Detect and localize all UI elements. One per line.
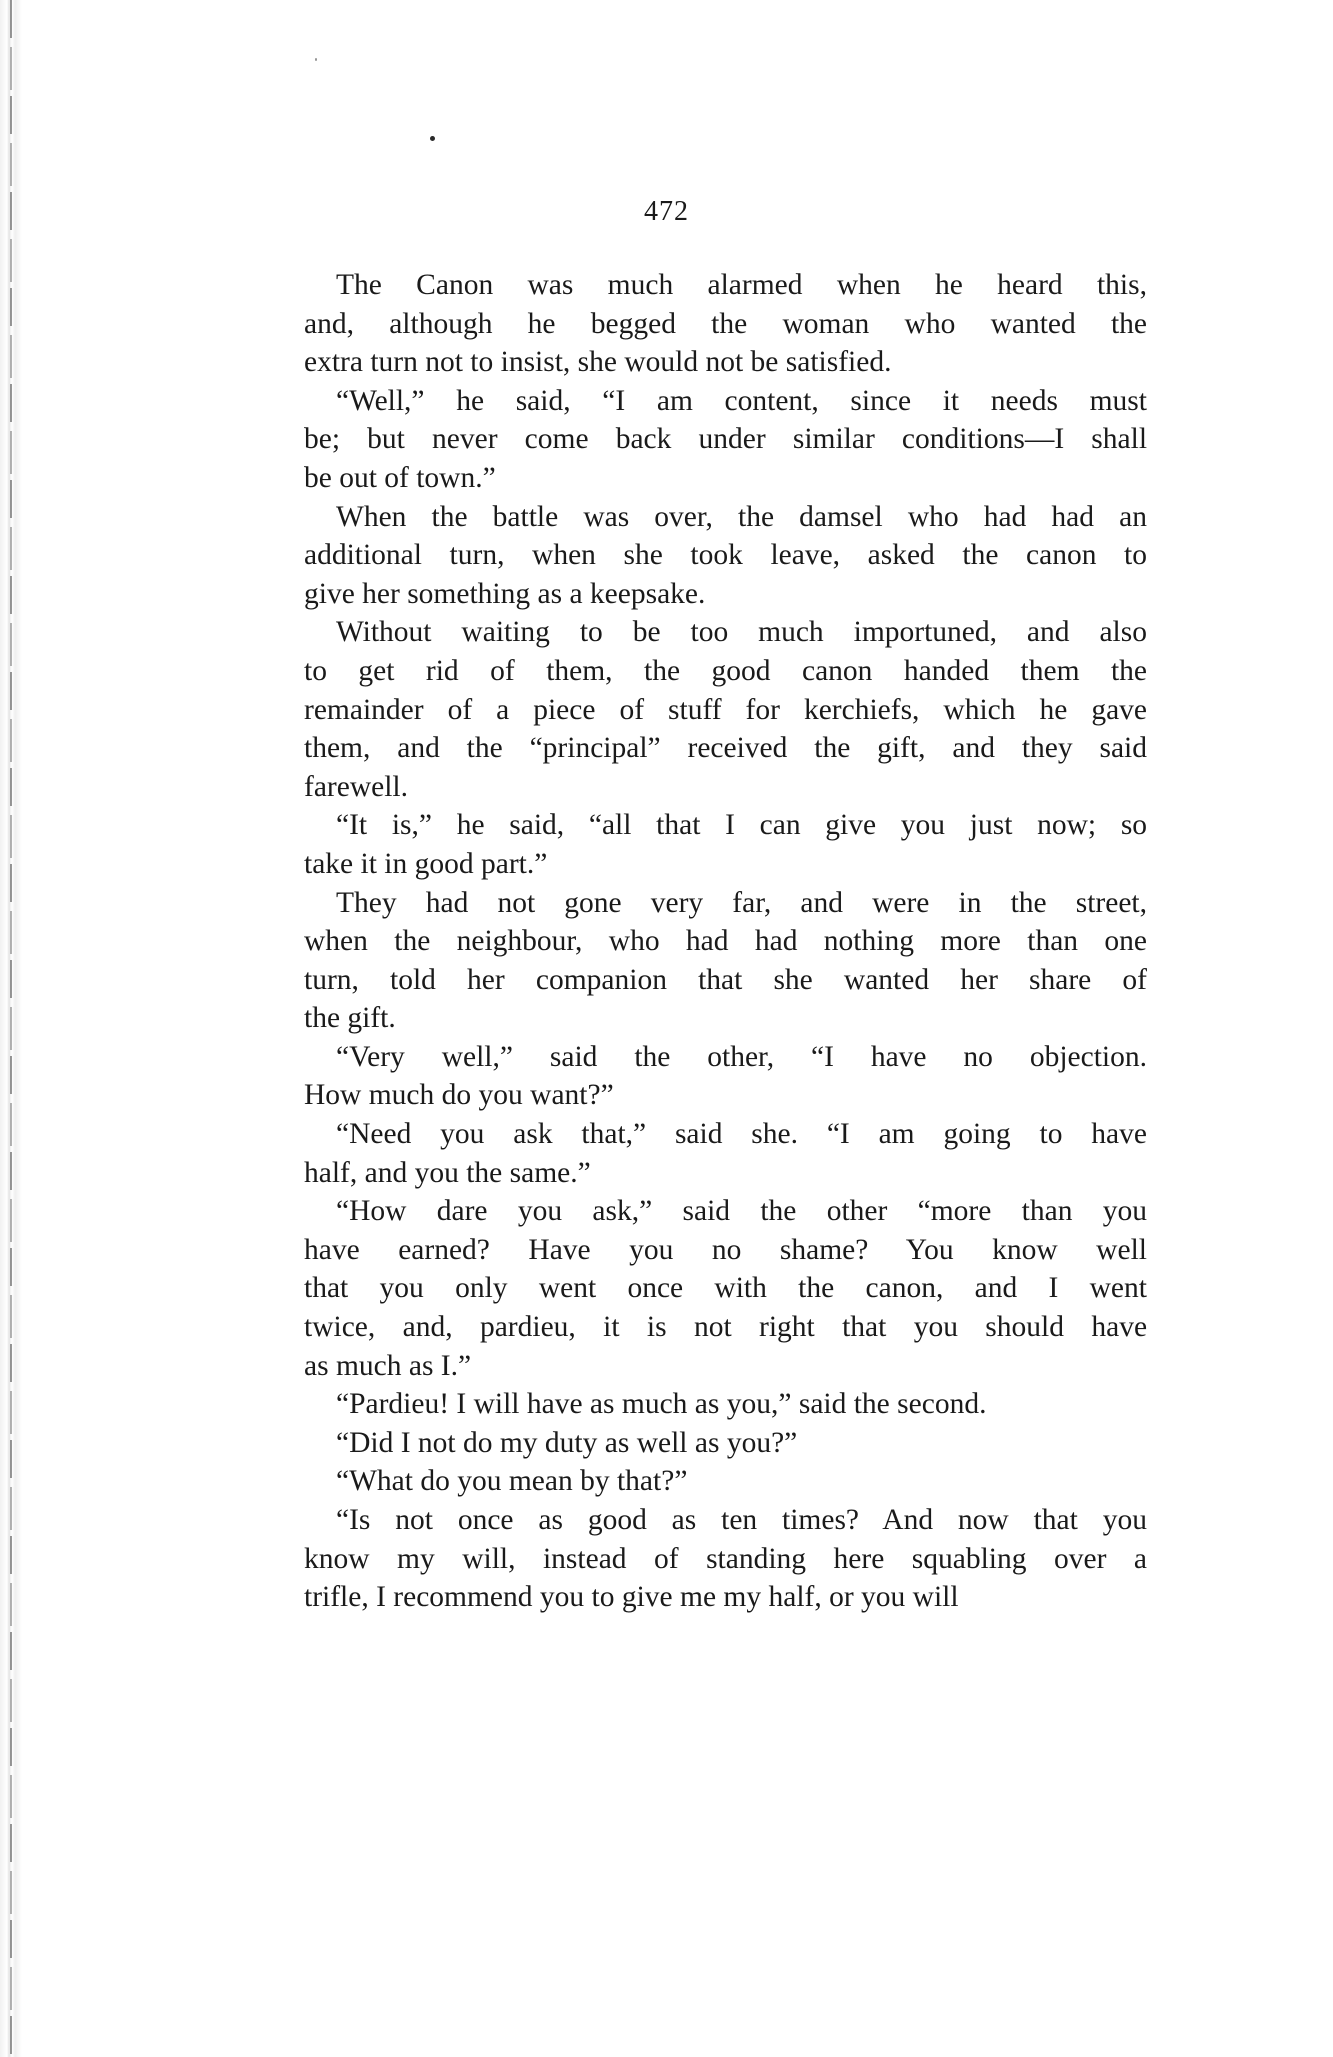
paragraph <box>304 382 1147 498</box>
text-line: “It is,” he said, “all that I can give you just now; so <box>336 809 1148 842</box>
text-line: They had not gone very far, and were in the street, <box>336 886 1148 919</box>
text-line: that you only went once with the canon, and I went <box>304 1272 1147 1305</box>
text-line: extra turn not to insist, she would not be satisfied. <box>304 346 892 379</box>
text-line: additional turn, when she took leave, asked the canon to <box>304 539 1147 572</box>
text-line: “What do you mean by that?” <box>336 1465 688 1498</box>
text-line: “Pardieu! I will have as much as you,” said the second. <box>336 1388 987 1421</box>
text-line: be; but never come back under similar conditions—I shall <box>304 423 1148 456</box>
paragraph <box>304 1501 1147 1617</box>
text-line: “How dare you ask,” said the other “more than you <box>336 1195 1148 1228</box>
text-line: take it in good part.” <box>304 847 548 880</box>
paragraph <box>304 1462 1147 1501</box>
body-text <box>304 266 1147 1617</box>
paragraph <box>304 1385 1147 1424</box>
text-line: have earned? Have you no shame? You know well <box>304 1233 1147 1266</box>
ink-speck <box>315 58 317 61</box>
text-line: The Canon was much alarmed when he heard this, <box>336 269 1147 301</box>
text-line: remainder of a piece of stuff for kerchiefs, which he gave <box>304 693 1148 726</box>
text-line: “Is not once as good as ten times? And now that you <box>336 1504 1147 1536</box>
text-line: know my will, instead of standing here squabling over a <box>304 1542 1147 1575</box>
text-line: Without waiting to be too much importuned, and also <box>336 616 1147 649</box>
text-line: “Need you ask that,” said she. “I am going to have <box>336 1118 1147 1151</box>
text-line: and, although he begged the woman who wanted the <box>304 307 1148 340</box>
text-line: “Very well,” said the other, “I have no objection. <box>336 1040 1147 1073</box>
paragraph <box>304 266 1147 382</box>
page-number: 472 <box>644 196 689 227</box>
text-line: when the neighbour, who had had nothing more than one <box>304 925 1147 958</box>
paragraph <box>304 1424 1147 1463</box>
paragraph <box>304 498 1147 614</box>
text-line: turn, told her companion that she wanted her share of <box>304 963 1147 996</box>
text-line: “Did I not do my duty as well as you?” <box>336 1426 798 1459</box>
text-line: farewell. <box>304 770 408 803</box>
paragraph <box>304 1115 1147 1192</box>
text-line: be out of town.” <box>304 461 496 494</box>
text-line: as much as I.” <box>304 1349 472 1382</box>
text-line: trifle, I recommend you to give me my half, or you will <box>304 1581 959 1614</box>
text-line: “Well,” he said, “I am content, since it needs must <box>336 384 1147 417</box>
text-line: give her something as a keepsake. <box>304 577 706 610</box>
page-binding-edge <box>0 0 22 2057</box>
text-line: twice, and, pardieu, it is not right that you should have <box>304 1311 1148 1344</box>
text-line: half, and you the same.” <box>304 1156 591 1189</box>
paragraph <box>304 613 1147 806</box>
paragraph <box>304 1192 1147 1385</box>
text-line: How much do you want?” <box>304 1079 614 1112</box>
text-line: them, and the “principal” received the gift, and they said <box>304 732 1147 765</box>
text-line: to get rid of them, the good canon handed them the <box>304 654 1148 687</box>
paragraph <box>304 884 1147 1038</box>
ink-speck <box>430 136 435 141</box>
paragraph <box>304 806 1147 883</box>
text-line: When the battle was over, the damsel who had had an <box>336 500 1147 533</box>
paragraph <box>304 1038 1147 1115</box>
text-line: the gift. <box>304 1002 396 1035</box>
